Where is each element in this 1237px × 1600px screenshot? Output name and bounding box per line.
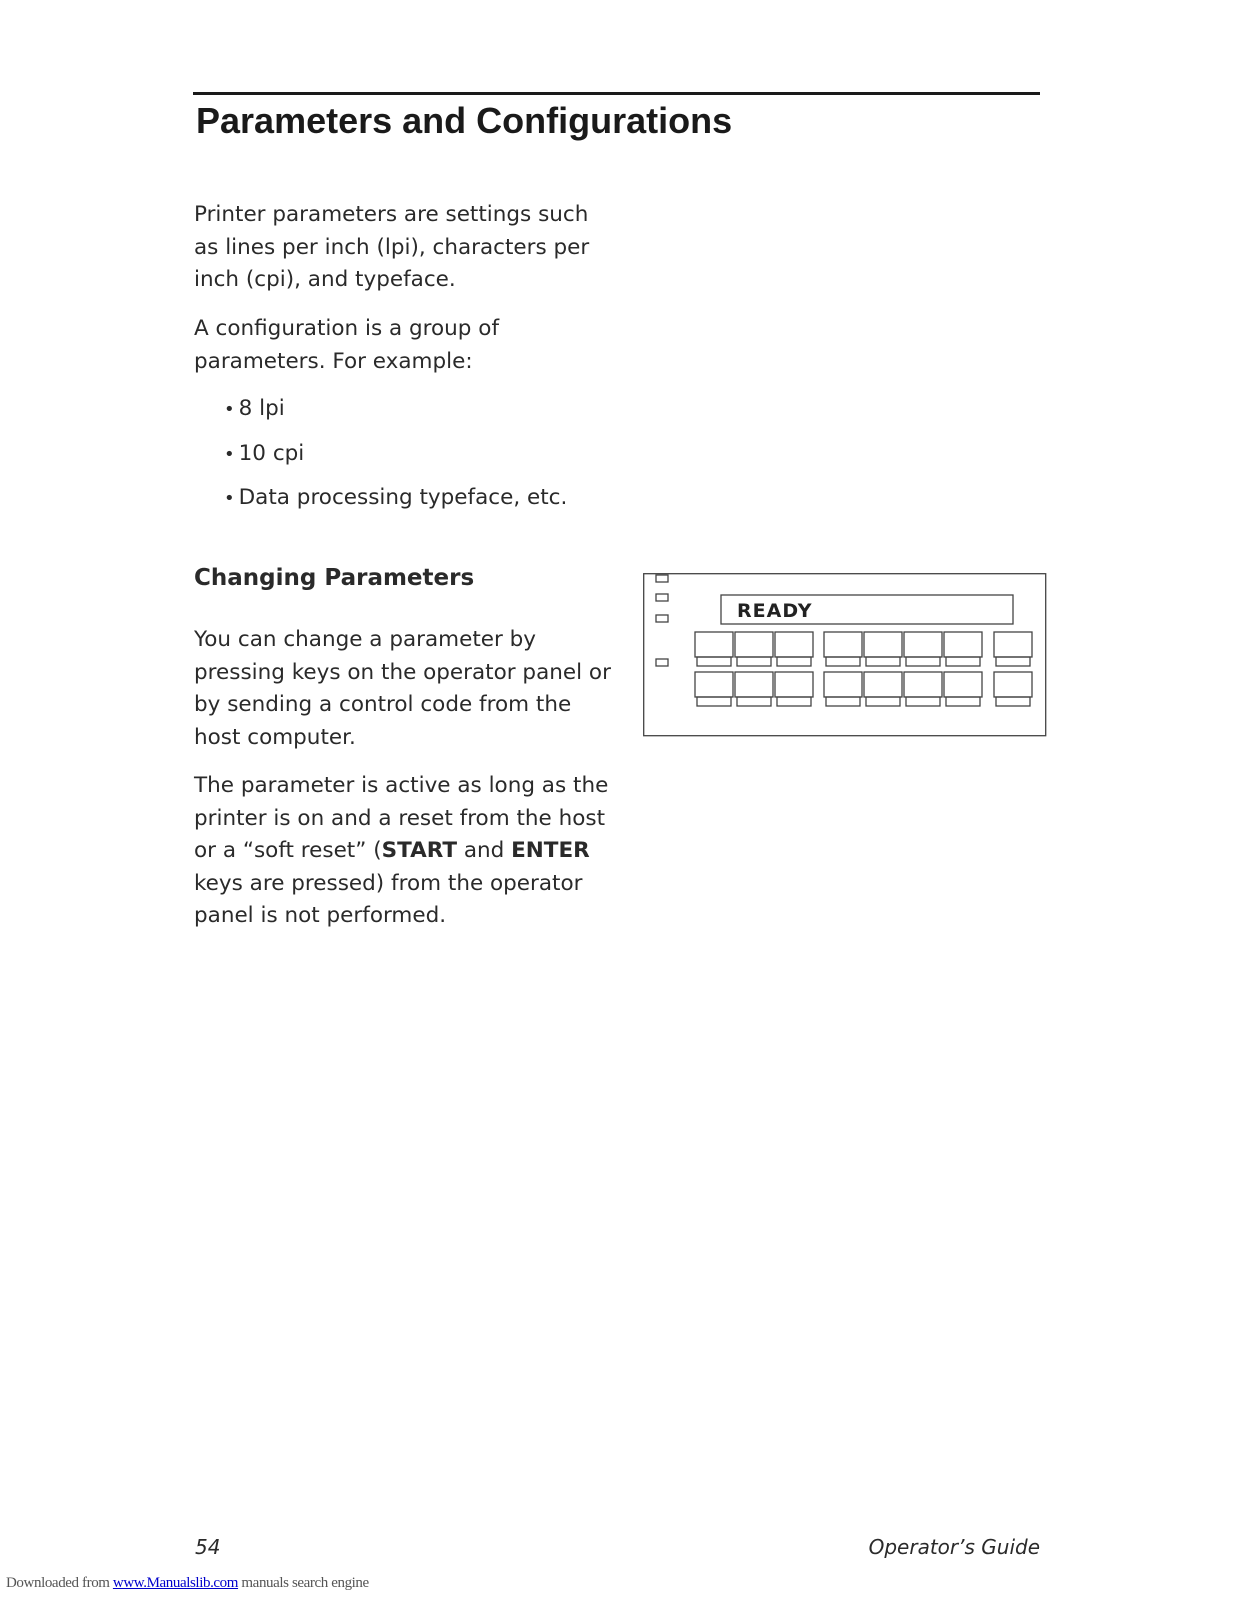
list-item-text: 8 lpi xyxy=(238,396,285,421)
text-run: keys are pressed) from the operator panel is not performed. xyxy=(194,870,583,928)
indicator-light xyxy=(656,615,668,622)
intro-paragraph-2 xyxy=(194,313,619,378)
text-run: and xyxy=(457,838,512,863)
header-rule xyxy=(193,92,1040,95)
panel-key-label-strip xyxy=(777,657,811,666)
panel-key-label-strip xyxy=(866,697,900,706)
panel-key-label-strip xyxy=(946,697,980,706)
bullet-icon: • xyxy=(224,399,235,420)
bullet-icon: • xyxy=(224,443,235,465)
panel-key-label-strip xyxy=(697,697,731,706)
panel-key-label-strip xyxy=(996,657,1030,666)
changing-paragraph-1-text: You can change a parameter by pressing keys on the operator panel or by sending a control code from the host computer. xyxy=(194,627,611,750)
page-title: Parameters and Configurations xyxy=(196,100,733,141)
panel-key-label-strip xyxy=(906,697,940,706)
panel-key xyxy=(904,632,942,657)
panel-key-label-strip xyxy=(906,657,940,666)
intro-paragraph-2-text: A configuration is a group of parameters. For example: xyxy=(194,316,500,374)
example-list xyxy=(224,395,567,529)
panel-key-label-strip xyxy=(737,657,771,666)
changing-paragraph-1 xyxy=(194,624,619,754)
panel-key xyxy=(904,672,942,697)
indicator-light xyxy=(656,575,668,582)
list-item xyxy=(224,395,567,440)
list-item xyxy=(224,440,567,485)
bullet-icon: • xyxy=(224,488,235,509)
section-heading: Changing Parameters xyxy=(194,565,475,591)
operator-panel-illustration xyxy=(643,573,1047,737)
panel-key-label-strip xyxy=(777,697,811,706)
list-item-text: Data processing typeface, etc. xyxy=(238,485,568,510)
intro-paragraph-1-text: Printer parameters are settings such as lines per inch (lpi), characters per inch (cpi), and typeface. xyxy=(194,202,590,292)
panel-key-label-strip xyxy=(866,657,900,666)
start-key-label: START xyxy=(381,838,457,863)
panel-key xyxy=(735,632,773,657)
source-suffix: manuals search engine xyxy=(238,1575,369,1591)
panel-key xyxy=(864,632,902,657)
panel-key xyxy=(695,672,733,697)
panel-key xyxy=(775,632,813,657)
panel-key xyxy=(775,672,813,697)
panel-key xyxy=(695,632,733,657)
source-link[interactable]: www.Manualslib.com xyxy=(112,1575,239,1591)
panel-keys xyxy=(695,632,1032,706)
source-prefix: Downloaded from xyxy=(6,1575,113,1591)
enter-key-label: ENTER xyxy=(511,838,590,863)
download-source-line xyxy=(6,1575,369,1592)
panel-key-label-strip xyxy=(826,657,860,666)
panel-key-label-strip xyxy=(996,697,1030,706)
intro-paragraph-1 xyxy=(194,199,619,297)
panel-key-label-strip xyxy=(697,657,731,666)
indicator-lights xyxy=(656,575,668,666)
page-number: 54 xyxy=(195,1535,221,1559)
panel-frame xyxy=(644,574,1046,736)
changing-paragraph-2-text xyxy=(194,770,619,933)
panel-key xyxy=(824,672,862,697)
panel-key xyxy=(864,672,902,697)
panel-key xyxy=(994,632,1032,657)
panel-key xyxy=(944,632,982,657)
indicator-light xyxy=(656,659,668,666)
panel-key xyxy=(944,672,982,697)
text-run: The parameter is active as long as the printer is on and a reset from the host or a “soft reset” ( xyxy=(194,773,609,863)
panel-key xyxy=(735,672,773,697)
changing-paragraph-2 xyxy=(194,770,619,933)
list-item-text: 10 cpi xyxy=(238,440,305,466)
indicator-light xyxy=(656,594,668,601)
panel-key xyxy=(824,632,862,657)
lcd-display-text: READY xyxy=(737,600,813,622)
list-item xyxy=(224,484,567,529)
footer-doc-title: Operator’s Guide xyxy=(868,1535,1040,1559)
panel-key xyxy=(994,672,1032,697)
panel-key-label-strip xyxy=(946,657,980,666)
panel-key-label-strip xyxy=(737,697,771,706)
panel-key-label-strip xyxy=(826,697,860,706)
